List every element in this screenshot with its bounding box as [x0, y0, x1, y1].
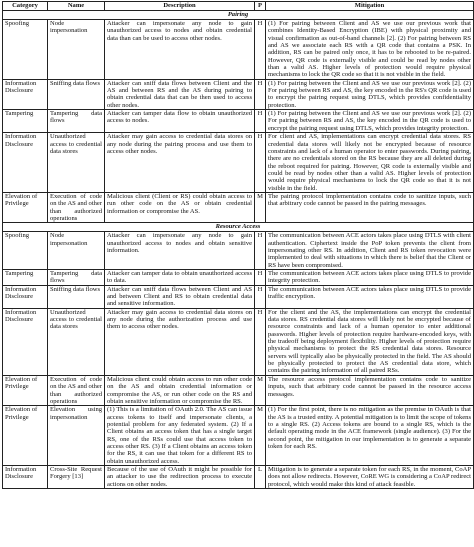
cell-mitigation: For client and AS, implementations can encrypt credential data stores. RS credential data stores will likely not be encrypted because of resource constraints and lack of a human operator to enter passwords. During pairing, there are no credentials stored on the RS because they are all deleted during the reboot required for pairing. However, QR code is externally visible and could be read by nodes other than a valid AS. Higher levels of protection would require physical mechanisms to lock the QR code so that it is not visible in the field. [266, 133, 474, 193]
table-row [3, 270, 474, 286]
cell-priority: H [255, 20, 266, 80]
cell-mitigation: Mitigation is to generate a separate token for each RS, in the moment, CoAP does not allow redirects. However, CoRE WG is considering a CoAP redirect protocol, which would make this kind of attack feasible. [266, 465, 474, 488]
cell-description: Malicious client (Client or RS) could obtain access to run other code on the AS or obtain credential information or compromise the AS. [105, 192, 255, 222]
cell-category: Information Disclosure [3, 308, 48, 375]
cell-description: Attacker can tamper data flow to obtain unauthorized access to nodes. [105, 110, 255, 133]
cell-priority: M [255, 192, 266, 222]
cell-category: Information Disclosure [3, 465, 48, 488]
section-row [3, 11, 474, 20]
table-row [3, 308, 474, 375]
table-row [3, 20, 474, 80]
cell-description: Attacker can impersonate any node to gain unauthorized access to nodes and obtain credential data than can be used to access other nodes. [105, 20, 255, 80]
cell-description: (1) This is a limitation of OAuth 2.0. The AS can issue access tokens to itself and impersonate clients, a potential problem for any federated system. (2) If a Client obtains an access token that has a single target RS, one of the RSs could use that access token to access other RS. (3) If a Client obtains an access token for the RS, it can use that token for a different RS to obtain unauthorized access. [105, 406, 255, 466]
cell-mitigation: The pairing protocol implementation contains code to sanitize inputs, such that arbitrary code cannot be passed in the pairing messages. [266, 192, 474, 222]
cell-name: Execution of code on the AS and other than authorized operations [48, 375, 105, 405]
table-row [3, 110, 474, 133]
header-description: Description [105, 2, 255, 11]
section-row [3, 223, 474, 232]
cell-mitigation: (1) For the first point, there is no mitigation as the premise in OAuth is that the AS is a trusted entity. A potential mitigation is to limit the scope of tokens to a single RS. (2) Access tokens are bound to a single RS, which is the default operating mode in the ACE framework (single audience). (3) For the second point, the mitigation in our implementation is to generate a separate token for each RS. [266, 406, 474, 466]
cell-category: Elevation of Privilege [3, 406, 48, 466]
table-row [3, 79, 474, 109]
cell-mitigation: For the client and the AS, the implementations can encrypt the credential data stores. RS credential data stores will likely not be encrypted because of resource constraints and lack of a human operator to enter additional passwords. Higher levels of protection require hardware-encoded keys, with the tradeoff being deployment flexibility. Higher levels of protection require physical mechanisms to protect the RS credential data stores. Resource servers will typically also be physically protected in the field. The AS should be physically protected to protect the AS credential data store, which contains the pairing information of all paired RSs. [266, 308, 474, 375]
cell-mitigation: The resource access protocol implementation contains code to sanitize inputs, such that arbitrary code cannot be passed in the resource access messages. [266, 375, 474, 405]
cell-category: Spoofing [3, 232, 48, 270]
cell-name: Tampering data flows [48, 270, 105, 286]
table-row [3, 465, 474, 488]
cell-description: Attacker can sniff data flows between Client and AS and between Client and RS to obtain credential data and sensitive information. [105, 285, 255, 308]
cell-category: Information Disclosure [3, 79, 48, 109]
cell-priority: H [255, 79, 266, 109]
cell-priority: M [255, 375, 266, 405]
cell-description: Attacker can sniff data flows between Client and the AS and between RS and the AS during pairing to obtain credential data that can be then used to access other nodes. [105, 79, 255, 109]
cell-priority: H [255, 110, 266, 133]
cell-mitigation: The communication between ACE actors takes place using DTLS with client authentication. Ciphertext inside the PoP token prevents the client from impersonating other RS. In addition, Client and RS token revocation were implemented to deal with situations in which there is belief that the Client or RS have been compromised. [266, 232, 474, 270]
cell-mitigation: The communication between ACE actors takes place using DTLS to provide traffic encryption. [266, 285, 474, 308]
cell-category: Tampering [3, 270, 48, 286]
header-mitigation: Mitigation [266, 2, 474, 11]
cell-mitigation: The communication between ACE actors takes place using DTLS to provide integrity protection. [266, 270, 474, 286]
cell-name: Cross-Site Request Forgery [13] [48, 465, 105, 488]
cell-name: Unauthorized access to credential data stores [48, 133, 105, 193]
cell-name: Sniffing data flows [48, 285, 105, 308]
cell-category: Elevation of Privilege [3, 375, 48, 405]
cell-name: Unauthorized access to credential data stores [48, 308, 105, 375]
table-row [3, 192, 474, 222]
cell-description: Attacker can impersonate any node to gain unauthorized access to nodes and obtain sensitive information. [105, 232, 255, 270]
cell-priority: L [255, 465, 266, 488]
cell-description: Attacker can tamper data to obtain unauthorized access to data. [105, 270, 255, 286]
cell-name: Node impersonation [48, 20, 105, 80]
cell-category: Spoofing [3, 20, 48, 80]
cell-description: Malicious client could obtain access to run other code on the AS and obtain credential information or compromise the AS, or run other code on the RS and obtain sensitive information or compromise the RS. [105, 375, 255, 405]
table-row [3, 375, 474, 405]
cell-category: Tampering [3, 110, 48, 133]
cell-name: Sniffing data flows [48, 79, 105, 109]
cell-priority: H [255, 133, 266, 193]
cell-priority: H [255, 285, 266, 308]
header-name: Name [48, 2, 105, 11]
cell-category: Elevation of Privilege [3, 192, 48, 222]
header-category: Category [3, 2, 48, 11]
cell-mitigation: (1) For pairing between the Client and AS we use our previous work [2]. (2) For pairing between RS and AS, the key encoded in the RS's QR code is used to encrypt the pairing request using DTLS, which provides confidentiality protection. [266, 79, 474, 109]
cell-name: Elevation using impersonation [48, 406, 105, 466]
cell-name: Tampering data flows [48, 110, 105, 133]
threat-table [2, 1, 474, 489]
cell-name: Execution of code on the AS and other than authorized operations [48, 192, 105, 222]
cell-category: Information Disclosure [3, 133, 48, 193]
table-row [3, 232, 474, 270]
cell-category: Information Disclosure [3, 285, 48, 308]
cell-priority: M [255, 406, 266, 466]
cell-priority: H [255, 232, 266, 270]
table-row [3, 285, 474, 308]
table-row [3, 406, 474, 466]
cell-mitigation: (1) For pairing between the Client and AS we use our previous work [2]. (2) For pairing between RS and AS, the key encoded in the QR code is used to encrypt the pairing request using DTLS, which provides integrity protection. [266, 110, 474, 133]
cell-priority: H [255, 270, 266, 286]
table-body [3, 11, 474, 489]
cell-description: Attacker may gain access to credential data stores on any node during the pairing process and use them to access other nodes. [105, 133, 255, 193]
header-priority: P [255, 2, 266, 11]
cell-name: Node impersonation [48, 232, 105, 270]
section-title: Resource Access [3, 223, 474, 232]
table-row [3, 133, 474, 193]
header-row [3, 2, 474, 11]
section-title: Pairing [3, 11, 474, 20]
cell-description: Attacker may gain access to credential data stores on any node during the authorization process and use them to access other nodes. [105, 308, 255, 375]
cell-priority: H [255, 308, 266, 375]
cell-description: Because of the use of OAuth it might be possible for an attacker to use the redirection process to execute actions on other nodes. [105, 465, 255, 488]
cell-mitigation: (1) For pairing between Client and AS we use our previous work that combines Identity-Based Encryption (IBE) with physical proximity and visual confirmation as out-of-band channels [2]. (2) For pairing between RS and AS we associate each RS with a QR code that contains a PSK. In addition, RS can be paired only once, it has to be rebooted to be re-paired. However, QR code is externally visible and could be read by nodes other than a valid AS. Higher levels of protection would require physical mechanisms to lock the QR code so that it is not visible in the field. [266, 20, 474, 80]
